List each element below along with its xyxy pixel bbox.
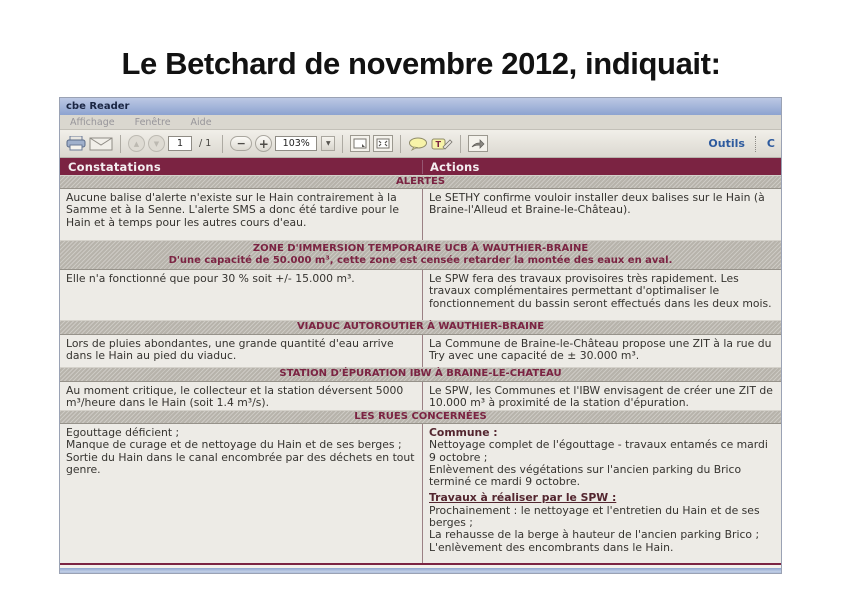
- window-titlebar[interactable]: [60, 98, 781, 115]
- section-band-alertes: [60, 175, 781, 189]
- list-item: Egouttage déficient ;: [66, 426, 180, 439]
- section-band-label: LES RUES CONCERNÉES: [354, 410, 487, 422]
- table-row: [60, 335, 781, 367]
- section-band-station-epuration: [60, 367, 781, 382]
- toolbar-divider: [222, 135, 223, 153]
- cell-actions-station: Le SPW, les Communes et l'IBW envisagent de créer une ZIT de 10.000 m³ à proximité de la station d'épuration.: [429, 384, 773, 410]
- table-row: [60, 382, 781, 410]
- zoom-dropdown-icon[interactable]: [321, 136, 335, 151]
- outils-button[interactable]: Outils: [708, 137, 745, 150]
- zoom-level-input[interactable]: 103%: [275, 136, 317, 151]
- list-item: Nettoyage complet de l'égouttage - travaux entamés ce mardi 9 octobre ;: [429, 438, 768, 464]
- table-header-row: [60, 158, 781, 175]
- previous-page-icon[interactable]: [128, 135, 145, 152]
- list-item: L'enlèvement des encombrants dans le Hain.: [429, 540, 674, 554]
- table-row: [60, 189, 781, 240]
- cell-constatations-viaduc: Lors de pluies abondantes, une grande quantité d'eau arrive dans le Hain au pied du viaduc.: [60, 335, 423, 367]
- section-band-rues-concernees: [60, 410, 781, 424]
- menu-affichage[interactable]: Affichage: [70, 116, 115, 128]
- cell-actions-alertes: Le SETHY confirme vouloir installer deux balises sur le Hain (à Braine-l'Alleud et Braine-le-Château).: [429, 191, 765, 217]
- cell-constatations-alertes: Aucune balise d'alerte n'existe sur le Hain contrairement à la Samme et à la Senne. L'alerte SMS a donc été tardive pour le Hain et à temps pour les autres cours d'eau.: [60, 189, 423, 240]
- list-item: La rehausse de la berge à hauteur de l'ancien parking Brico ;: [429, 528, 760, 542]
- scrolling-mode-icon[interactable]: [350, 135, 370, 152]
- section-band-zone-immersion: [60, 240, 781, 270]
- menu-bar: [60, 115, 781, 130]
- zoom-out-icon[interactable]: [230, 136, 252, 151]
- pdf-document: [60, 158, 781, 574]
- fit-page-icon[interactable]: [373, 135, 393, 152]
- sign-text-icon[interactable]: [431, 137, 453, 151]
- cell-actions-zone: Le SPW fera des travaux provisoires très rapidement. Les travaux complémentaires permettant d'optimaliser le fonctionnement du bassin seront effectués dans les deux mois.: [429, 272, 772, 310]
- commentaire-button-partial[interactable]: C: [766, 137, 775, 150]
- table-row: [60, 424, 781, 563]
- menu-aide[interactable]: Aide: [190, 116, 212, 128]
- section-band-label: STATION D'ÉPURATION IBW À BRAINE-LE-CHATEAU: [279, 368, 562, 380]
- window-title: cbe Reader: [66, 101, 130, 112]
- column-header-actions: Actions: [430, 159, 480, 174]
- horizontal-scrollbar[interactable]: [60, 568, 781, 574]
- list-item: Enlèvement des végétations sur l'ancien parking du Brico terminé ce mardi 9 octobre.: [429, 462, 742, 489]
- toolbar-divider: [400, 135, 401, 153]
- share-arrow-icon[interactable]: [468, 135, 488, 152]
- cell-constatations-station: Au moment critique, le collecteur et la station déversent 5000 m³/heure dans le Hain (soit 1.4 m³/s).: [60, 382, 423, 410]
- menu-fenetre[interactable]: Fenêtre: [134, 116, 171, 128]
- table-row: [60, 270, 781, 320]
- list-item: Prochainement : le nettoyage et l'entretien du Hain et de ses berges ;: [429, 503, 760, 530]
- toolbar: [60, 130, 781, 158]
- cell-constatations-zone: Elle n'a fonctionné que pour 30 % soit +/- 15.000 m³.: [60, 270, 423, 320]
- section-band-label: ZONE D'IMMERSION TEMPORAIRE UCB À WAUTHIER-BRAINE: [252, 242, 589, 254]
- travaux-spw-heading: Travaux à réaliser par le SPW :: [429, 491, 617, 505]
- page-count-label: / 1: [199, 138, 212, 149]
- email-icon[interactable]: [89, 137, 113, 151]
- toolbar-divider: [342, 135, 343, 153]
- toolbar-divider: [460, 135, 461, 153]
- section-band-label: VIADUC AUTOROUTIER À WAUTHIER-BRAINE: [296, 321, 545, 333]
- page-title: Le Betchard de novembre 2012, indiquait:: [121, 46, 721, 81]
- section-band-viaduc: [60, 320, 781, 335]
- toolbar-divider: [120, 135, 121, 153]
- column-header-constatations: Constatations: [60, 160, 423, 174]
- commune-heading: Commune :: [429, 426, 498, 439]
- list-item: Sortie du Hain dans le canal encombrée par des déchets en tout genre.: [66, 450, 415, 476]
- zoom-in-icon[interactable]: [255, 135, 272, 152]
- print-icon[interactable]: [66, 136, 86, 151]
- cell-actions-viaduc: La Commune de Braine-le-Château propose une ZIT à la rue du Try avec une capacité de ± 30.000 m³.: [429, 337, 772, 363]
- section-band-label: ALERTES: [395, 175, 446, 187]
- page-number-input[interactable]: 1: [168, 136, 192, 151]
- next-page-icon[interactable]: [148, 135, 165, 152]
- comment-bubble-icon[interactable]: [408, 137, 428, 151]
- svg-text:T: T: [435, 139, 442, 149]
- list-item: Manque de curage et de nettoyage du Hain et de ses berges ;: [66, 438, 402, 452]
- cell-constatations-rues: [60, 424, 423, 563]
- cell-actions-rues: [423, 424, 781, 563]
- toolbar-divider: [755, 136, 757, 152]
- section-band-subtitle: D'une capacité de 50.000 m³, cette zone est censée retarder la montée des eaux en aval.: [168, 255, 673, 266]
- adobe-reader-window: [59, 97, 782, 574]
